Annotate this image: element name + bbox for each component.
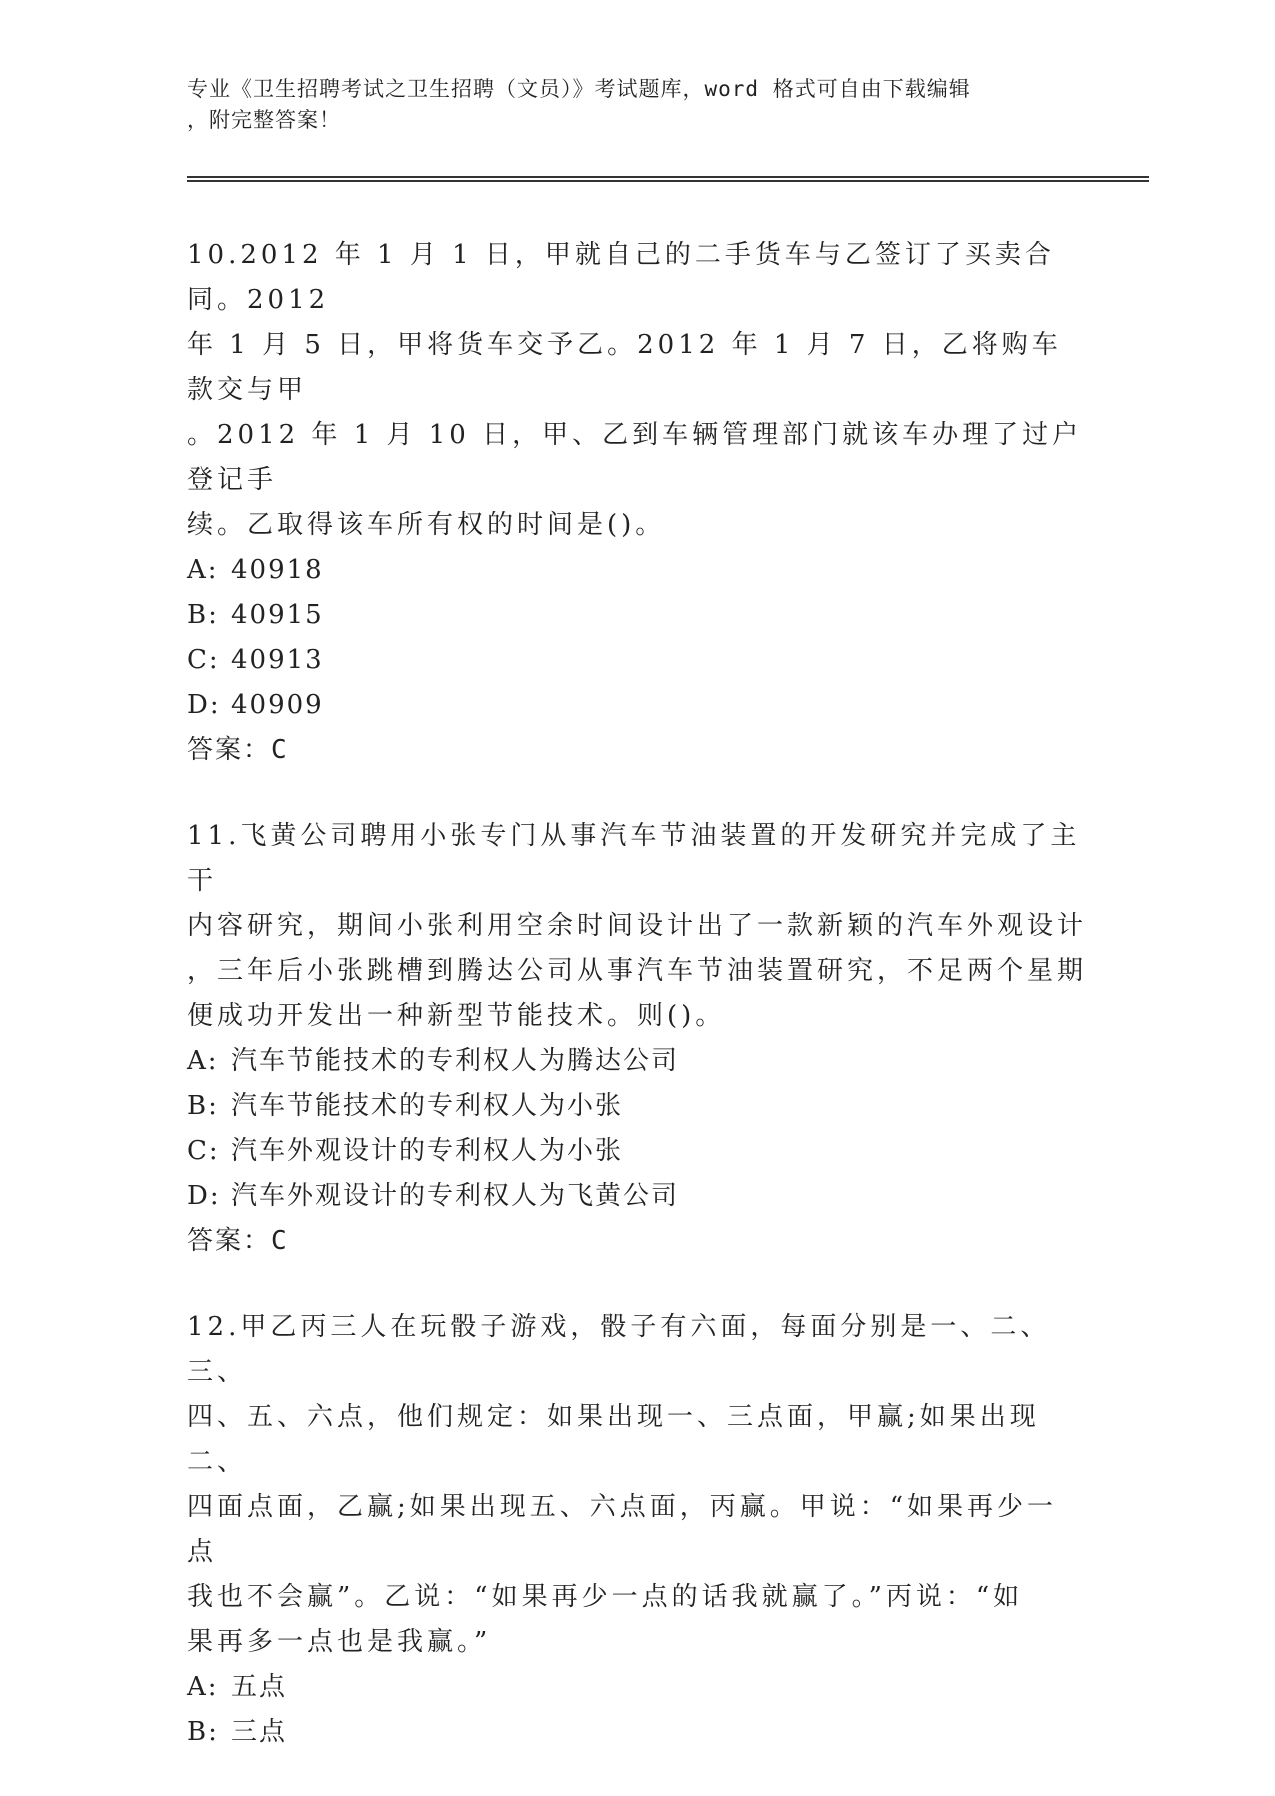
question-stem [187,233,1087,548]
stem-line: ，三年后小张跳槽到腾达公司从事汽车节油装置研究，不足两个星期 [187,956,1088,986]
answer-line: 答案：C [187,1226,289,1256]
question-stem [187,1305,1087,1665]
option-letter: B: [187,1091,219,1121]
option-text: 汽车节能技术的专利权人为腾达公司 [231,1046,680,1076]
option-letter: C: [187,645,220,675]
stem-line: 我也不会赢”。乙说：“如果再少一点的话我就赢了。”丙说：“如 [187,1582,1024,1612]
option-b [187,593,1087,638]
option-text: 40915 [231,600,324,630]
option-letter: A: [187,1672,219,1702]
option-c [187,1129,1087,1174]
option-text: 汽车外观设计的专利权人为小张 [231,1136,624,1166]
option-text: 40918 [231,555,324,585]
option-text: 三点 [231,1717,288,1747]
question-11 [187,814,1087,1264]
header-line-2: ，附完整答案！ [187,108,341,132]
option-b [187,1084,1087,1129]
option-letter: C: [187,1136,220,1166]
header-line-1: 专业《卫生招聘考试之卫生招聘（文员）》考试题库，word 格式可自由下载编辑 [187,77,971,101]
option-letter: A: [187,555,219,585]
stem-line: 内容研究，期间小张利用空余时间设计出了一款新颖的汽车外观设计 [187,911,1088,941]
option-d [187,1174,1087,1219]
stem-line: 果再多一点也是我赢。” [187,1627,492,1657]
stem-line: 。2012 年 1 月 10 日，甲、乙到车辆管理部门就该车办理了过户登记手 [187,420,1083,495]
option-a [187,1039,1087,1084]
stem-line: 四、五、六点，他们规定：如果出现一、三点面，甲赢;如果出现二、 [187,1402,1040,1477]
option-letter: D: [187,690,221,720]
option-text: 40913 [231,645,324,675]
option-letter: A: [187,1046,219,1076]
stem-line: 11.飞黄公司聘用小张专门从事汽车节油装置的开发研究并完成了主干 [187,821,1081,896]
option-letter: D: [187,1181,221,1211]
stem-line: 10.2012 年 1 月 1 日，甲就自己的二手货车与乙签订了买卖合同。2012 [187,240,1055,315]
question-list [187,233,1087,1796]
option-text: 40909 [231,690,324,720]
option-letter: B: [187,600,219,630]
answer-line: 答案：C [187,735,289,765]
document-header [187,74,1067,136]
option-b [187,1710,1087,1755]
stem-line: 12.甲乙丙三人在玩骰子游戏，骰子有六面，每面分别是一、二、三、 [187,1312,1051,1387]
stem-line: 年 1 月 5 日，甲将货车交予乙。2012 年 1 月 7 日，乙将购车款交与甲 [187,330,1062,405]
question-10 [187,233,1087,773]
option-a [187,548,1087,593]
question-stem [187,814,1087,1039]
option-c [187,638,1087,683]
option-text: 汽车节能技术的专利权人为小张 [231,1091,624,1121]
option-d [187,683,1087,728]
stem-line: 四面点面，乙赢;如果出现五、六点面，丙赢。甲说：“如果再少一点 [187,1492,1058,1567]
stem-line: 便成功开发出一种新型节能技术。则()。 [187,1001,726,1031]
option-text: 汽车外观设计的专利权人为飞黄公司 [231,1181,680,1211]
option-letter: B: [187,1717,219,1747]
header-divider [187,176,1149,182]
option-a [187,1665,1087,1710]
question-12 [187,1305,1087,1755]
stem-line: 续。乙取得该车所有权的时间是()。 [187,510,666,540]
option-text: 五点 [231,1672,288,1702]
